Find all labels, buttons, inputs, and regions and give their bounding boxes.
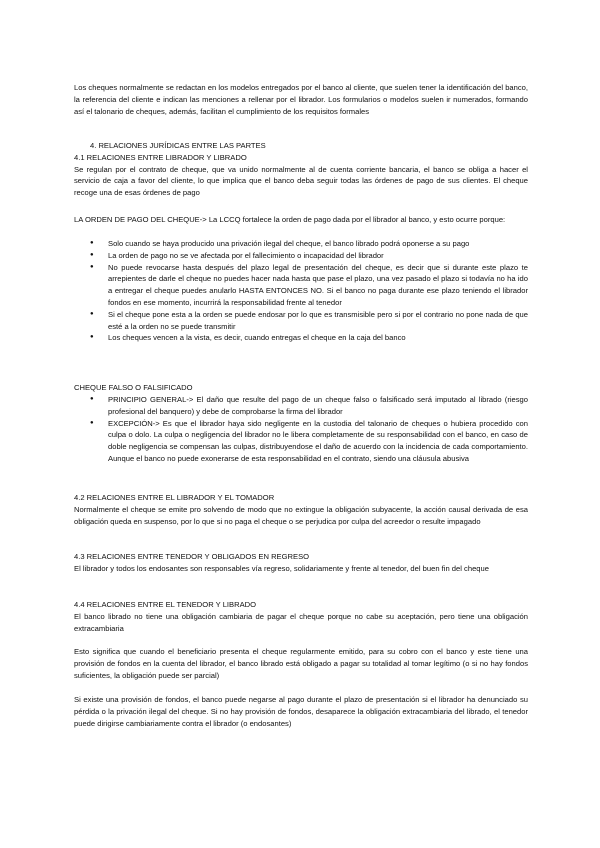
section-4-4-paragraph-2: Esto significa que cuando el beneficiario presenta el cheque regularmente emitido, para su cobro con el banco y este tiene una provisión de fondos en la cuenta del librador, el banco librado está obligado a pagar su totalidad al tomar legítimo (o si no hay fondos suficientes, la obligación puede ser parcial) [74, 647, 528, 680]
orden-pago-block [74, 214, 528, 226]
section-4-3-paragraph: El librador y todos los endosantes son responsables vía regreso, solidariamente y frente al tenedor, del buen fin del cheque [74, 563, 489, 573]
section-4-3 [74, 551, 528, 575]
list-item: ● PRINCIPIO GENERAL-> El daño que resulte del pago de un cheque falso o falsificado será imputado al librado (riesgo profesional del banquero) y debe de comprobarse la firma del librador [74, 394, 528, 418]
section-4-3-heading: 4.3 RELACIONES ENTRE TENEDOR Y OBLIGADOS EN REGRESO [74, 552, 310, 561]
orden-pago-list [74, 238, 528, 344]
section-4-2-paragraph: Normalmente el cheque se emite pro solvendo de modo que no extingue la obligación subyacente, la acción causal derivada de esa obligación queda en suspenso, por lo que si no paga el cheque o se perjudica por culpa del acreedor o resulte impagado [74, 504, 528, 526]
section-4-heading: 4. RELACIONES JURÍDICAS ENTRE LAS PARTES [90, 141, 266, 150]
list-item: ● La orden de pago no se ve afectada por el fallecimiento o incapacidad del librador [74, 250, 528, 262]
section-4-4-para-3 [74, 694, 528, 729]
list-item: ● Los cheques vencen a la vista, es decir, cuando entregas el cheque en la caja del banco [74, 332, 528, 344]
section-4-4-para-2 [74, 646, 528, 681]
orden-pago-paragraph: LA ORDEN DE PAGO DEL CHEQUE-> La LCCQ fortalece la orden de pago dada por el librador al banco, y esto ocurre porque: [74, 215, 506, 224]
section-4 [74, 140, 528, 199]
section-4-1-paragraph: Se regulan por el contrato de cheque, que va unido normalmente al de cuenta corriente bancaria, el banco se obliga a hacer el servicio de caja a favor del cliente, lo que implica que el banco deba seguir todas las órdenes de pago de sus clientes. El cheque recoge una de esas órdenes de pago [74, 164, 528, 198]
section-4-4 [74, 599, 528, 634]
section-4-2-heading: 4.2 RELACIONES ENTRE EL LIBRADOR Y EL TOMADOR [74, 493, 275, 502]
cheque-falso-heading: CHEQUE FALSO O FALSIFICADO [74, 383, 193, 392]
cheque-falso-list [74, 394, 528, 465]
section-4-4-heading: 4.4 RELACIONES ENTRE EL TENEDOR Y LIBRADO [74, 600, 257, 609]
cheque-falso-block [74, 382, 528, 394]
list-item: ● EXCEPCIÓN-> Es que el librador haya sido negligente en la custodia del talonario de cheques o hubiera procedido con culpa o dolo. La culpa o negligencia del librador no le libera completamente de su responsabilidad con el banco, en caso de doble negligencia se compensan las culpas, distribuyendose el daño de acuerdo con la incidencia de cada comportamiento. Aunque el banco no puede exonerarse de esta responsabilidad en el contrato, siendo una cláusula abusiva [74, 418, 528, 465]
intro-paragraph: Los cheques normalmente se redactan en los modelos entregados por el banco al cliente, que suelen tener la identificación del banco, la referencia del cliente e indican las menciones a rellenar por el librador. Los formularios o modelos suelen ir numerados, formando así el talonario de cheques, además, facilitan el cumplimiento de los requisitos formales [74, 83, 528, 116]
list-item: ● No puede revocarse hasta después del plazo legal de presentación del cheque, es decir que si durante este plazo te arrepientes de darle el cheque no puedes hacer nada hasta que pase el plazo, una vez pasado el plazo si todavía no ha ido a entregar el cheque puedes anularlo HASTA ENTONCES NO. Si el banco no paga durante ese plazo teniendo el librador fondos en ese momento, incurrirá la responsabilidad frente al tenedor [74, 262, 528, 309]
list-item: ● Solo cuando se haya producido una privación ilegal del cheque, el banco librado podrá oponerse a su pago [74, 238, 528, 250]
section-4-1-heading: 4.1 RELACIONES ENTRE LIBRADOR Y LIBRADO [74, 152, 247, 162]
section-4-4-paragraph-3: Si existe una provisión de fondos, el banco puede negarse al pago durante el plazo de presentación si el librador ha denunciado su pérdida o la privación ilegal del cheque. Si no hay provisión de fondos, desaparece la obligación extracambiaria del librado, el tenedor puede dirigirse cambiariamente contra el librador (o endosantes) [74, 695, 528, 728]
section-4-4-paragraph: El banco librado no tiene una obligación cambiaria de pagar el cheque porque no cabe su aceptación, pero tiene una obligación extracambiaria [74, 611, 528, 633]
section-4-2 [74, 492, 528, 527]
list-item: ● Si el cheque pone esta a la orden se puede endosar por lo que es transmisible pero si por el contrario no pone nada de que esté a la orden no se puede transmitir [74, 309, 528, 333]
intro-section [74, 82, 528, 117]
